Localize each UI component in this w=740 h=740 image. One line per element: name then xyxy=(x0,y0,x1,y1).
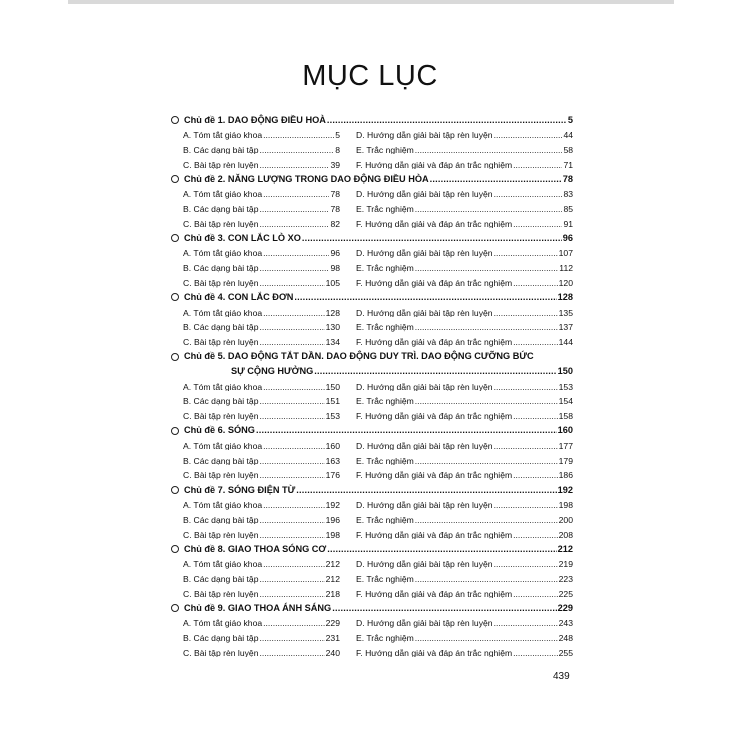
toc-chapter-entry xyxy=(171,110,573,125)
toc-subsection-entry xyxy=(171,279,340,288)
toc-subsection-entry xyxy=(171,412,340,421)
subsection-page-number: 198 xyxy=(325,530,340,540)
chapter-page-number: 128 xyxy=(557,292,573,303)
toc-subsection-entry xyxy=(356,501,573,510)
dot-leader xyxy=(415,205,563,214)
chapter-title-line2: SỰ CỘNG HƯỞNG xyxy=(231,366,314,377)
subsection-label: F. Hướng dẫn giải và đáp án trắc nghiệm xyxy=(356,589,513,599)
subsection-page-number: 137 xyxy=(558,323,573,332)
circle-bullet-icon xyxy=(171,116,179,124)
subsection-label: C. Bài tập rèn luyện xyxy=(183,530,259,540)
subsection-label: B. Các dạng bài tập xyxy=(183,456,259,466)
toc-subsection-entry xyxy=(171,649,340,658)
toc-subsection-entry xyxy=(171,397,340,406)
toc-subsection-entry xyxy=(356,264,573,273)
toc-subsection-row xyxy=(171,436,573,451)
dot-leader xyxy=(513,279,558,288)
toc-subsection-entry xyxy=(171,590,340,599)
subsection-page-number: 134 xyxy=(325,338,340,347)
dot-leader xyxy=(263,442,325,451)
subsection-label: B. Các dạng bài tập xyxy=(183,204,259,214)
toc-subsection-row xyxy=(171,214,573,229)
dot-leader xyxy=(259,412,324,421)
dot-leader xyxy=(513,412,558,421)
toc-subsection-row xyxy=(171,125,573,140)
dot-leader xyxy=(260,516,325,525)
toc-subsection-entry xyxy=(171,471,340,480)
toc-subsection-entry xyxy=(356,279,573,288)
dot-leader xyxy=(513,338,558,347)
subsection-label: B. Các dạng bài tập xyxy=(183,634,259,643)
dot-leader xyxy=(314,367,556,376)
chapter-title: Chủ đề 2. NĂNG LƯỢNG TRONG DAO ĐỘNG ĐIỀU HÒA xyxy=(184,173,429,184)
subsection-page-number: 120 xyxy=(558,278,573,288)
dot-leader xyxy=(513,220,562,229)
dot-leader xyxy=(494,501,558,510)
subsection-page-number: 231 xyxy=(325,634,340,643)
dot-leader xyxy=(263,619,325,628)
dot-leader xyxy=(332,604,556,613)
subsection-page-number: 85 xyxy=(563,204,573,214)
subsection-label: E. Trắc nghiệm xyxy=(356,323,414,332)
toc-subsection-entry xyxy=(356,575,573,584)
subsection-label: A. Tóm tắt giáo khoa xyxy=(183,131,263,140)
dot-leader xyxy=(494,560,558,569)
toc-subsection-entry xyxy=(356,323,573,332)
toc-chapter-entry xyxy=(171,539,573,554)
toc-subsection-entry xyxy=(356,649,573,658)
circle-bullet-icon xyxy=(171,545,179,553)
subsection-label: C. Bài tập rèn luyện xyxy=(183,589,259,599)
toc-subsection-entry xyxy=(171,249,340,258)
chapter-title: Chủ đề 3. CON LẮC LÒ XO xyxy=(184,232,301,243)
chapter-title: Chủ đề 4. CON LẮC ĐƠN xyxy=(184,292,294,303)
dot-leader xyxy=(415,264,559,273)
toc-subsection-entry xyxy=(356,619,573,628)
toc-subsection-row xyxy=(171,376,573,391)
subsection-page-number: 212 xyxy=(325,560,340,569)
dot-leader xyxy=(415,575,558,584)
subsection-page-number: 112 xyxy=(559,264,573,273)
page-title: MỤC LỤC xyxy=(302,60,438,92)
toc-subsection-row xyxy=(171,140,573,155)
dot-leader xyxy=(263,249,329,258)
subsection-label: B. Các dạng bài tập xyxy=(183,397,259,406)
toc-subsection-entry xyxy=(171,338,340,347)
subsection-label: A. Tóm tắt giáo khoa xyxy=(183,382,263,392)
toc-subsection-row xyxy=(171,569,573,584)
chapter-title: Chủ đề 5. DAO ĐỘNG TẮT DẦN. DAO ĐỘNG DUY TRÌ. DAO ĐỘNG CƯỠNG BỨC xyxy=(184,351,534,362)
subsection-label: A. Tóm tắt giáo khoa xyxy=(183,190,263,199)
circle-bullet-icon xyxy=(171,604,179,612)
toc-subsection-entry xyxy=(171,457,340,466)
toc-subsection-entry xyxy=(171,146,340,155)
chapter-page-number: 150 xyxy=(557,366,573,377)
subsection-label: B. Các dạng bài tập xyxy=(183,323,259,332)
dot-leader xyxy=(494,309,558,318)
subsection-label: B. Các dạng bài tập xyxy=(183,515,259,525)
subsection-label: D. Hướng dẫn giải bài tập rèn luyện xyxy=(356,249,493,258)
toc-subsection-entry xyxy=(171,161,340,170)
dot-leader xyxy=(296,486,556,495)
dot-leader xyxy=(259,649,324,658)
dot-leader xyxy=(327,116,567,125)
dot-leader xyxy=(494,190,563,199)
subsection-page-number: 200 xyxy=(558,515,573,525)
toc-subsection-entry xyxy=(171,575,340,584)
subsection-page-number: 223 xyxy=(558,574,573,584)
dot-leader xyxy=(513,531,558,540)
toc-subsection-row xyxy=(171,302,573,317)
toc-subsection-row xyxy=(171,524,573,539)
toc-subsection-entry xyxy=(356,560,573,569)
toc-subsection-entry xyxy=(356,205,573,214)
dot-leader xyxy=(260,457,325,466)
subsection-label: C. Bài tập rèn luyện xyxy=(183,278,259,288)
toc-subsection-entry xyxy=(171,516,340,525)
toc-subsection-entry xyxy=(356,131,573,140)
dot-leader xyxy=(430,175,562,184)
subsection-label: E. Trắc nghiệm xyxy=(356,145,414,155)
subsection-label: F. Hướng dẫn giải và đáp án trắc nghiệm xyxy=(356,471,513,480)
circle-bullet-icon xyxy=(171,427,179,435)
dot-leader xyxy=(415,516,558,525)
chapter-page-number: 96 xyxy=(562,232,573,243)
dot-leader xyxy=(263,383,325,392)
chapter-page-number: 229 xyxy=(557,602,573,613)
dot-leader xyxy=(260,397,325,406)
chapter-title: Chủ đề 8. GIAO THOA SÓNG CƠ xyxy=(184,543,327,554)
toc-subsection-entry xyxy=(171,190,340,199)
toc-subsection-entry xyxy=(356,634,573,643)
subsection-label: B. Các dạng bài tập xyxy=(183,264,259,273)
subsection-page-number: 212 xyxy=(325,574,340,584)
toc-chapter-entry xyxy=(171,288,573,303)
dot-leader xyxy=(259,531,324,540)
subsection-label: B. Các dạng bài tập xyxy=(183,574,259,584)
subsection-label: E. Trắc nghiệm xyxy=(356,204,414,214)
subsection-page-number: 225 xyxy=(558,589,573,599)
subsection-page-number: 91 xyxy=(563,219,573,229)
toc-subsection-row xyxy=(171,450,573,465)
chapter-page-number: 192 xyxy=(557,484,573,495)
dot-leader xyxy=(256,426,557,435)
subsection-page-number: 153 xyxy=(325,412,340,421)
toc-subsection-entry xyxy=(356,249,573,258)
circle-bullet-icon xyxy=(171,234,179,242)
subsection-page-number: 78 xyxy=(330,190,340,199)
subsection-page-number: 5 xyxy=(335,131,340,140)
subsection-page-number: 144 xyxy=(558,338,573,347)
subsection-page-number: 83 xyxy=(563,190,573,199)
dot-leader xyxy=(513,471,558,480)
circle-bullet-icon xyxy=(171,293,179,301)
subsection-label: D. Hướng dẫn giải bài tập rèn luyện xyxy=(356,190,493,199)
toc-subsection-entry xyxy=(356,471,573,480)
subsection-label: A. Tóm tắt giáo khoa xyxy=(183,560,263,569)
chapter-title: Chủ đề 9. GIAO THOA ÁNH SÁNG xyxy=(184,602,332,613)
toc-subsection-entry xyxy=(356,146,573,155)
dot-leader xyxy=(415,397,558,406)
subsection-page-number: 39 xyxy=(330,160,340,170)
subsection-label: D. Hướng dẫn giải bài tập rèn luyện xyxy=(356,382,493,392)
chapter-page-number: 5 xyxy=(567,114,573,125)
dot-leader xyxy=(415,146,563,155)
subsection-label: F. Hướng dẫn giải và đáp án trắc nghiệm xyxy=(356,412,513,421)
toc-subsection-row xyxy=(171,584,573,599)
subsection-label: C. Bài tập rèn luyện xyxy=(183,471,259,480)
dot-leader xyxy=(263,309,325,318)
subsection-label: C. Bài tập rèn luyện xyxy=(183,338,259,347)
dot-leader xyxy=(513,649,558,658)
toc-subsection-entry xyxy=(171,309,340,318)
subsection-page-number: 255 xyxy=(558,648,573,658)
dot-leader xyxy=(263,190,329,199)
dot-leader xyxy=(260,264,330,273)
subsection-label: E. Trắc nghiệm xyxy=(356,397,414,406)
toc-subsection-entry xyxy=(356,516,573,525)
toc-subsection-entry xyxy=(356,590,573,599)
subsection-label: A. Tóm tắt giáo khoa xyxy=(183,441,263,451)
toc-subsection-entry xyxy=(171,220,340,229)
dot-leader xyxy=(494,131,563,140)
toc-chapter-entry xyxy=(171,480,573,495)
toc-subsection-row xyxy=(171,613,573,628)
toc-subsection-row xyxy=(171,199,573,214)
dot-leader xyxy=(415,634,558,643)
toc-subsection-entry xyxy=(356,457,573,466)
subsection-page-number: 248 xyxy=(558,634,573,643)
toc-subsection-entry xyxy=(356,383,573,392)
dot-leader xyxy=(494,383,558,392)
subsection-label: F. Hướng dẫn giải và đáp án trắc nghiệm xyxy=(356,278,513,288)
toc-subsection-entry xyxy=(171,501,340,510)
subsection-label: F. Hướng dẫn giải và đáp án trắc nghiệm xyxy=(356,530,513,540)
table-of-contents xyxy=(171,110,573,657)
dot-leader xyxy=(415,323,558,332)
toc-chapter-entry xyxy=(171,347,573,362)
toc-subsection-entry xyxy=(356,442,573,451)
subsection-page-number: 196 xyxy=(325,515,340,525)
subsection-page-number: 218 xyxy=(325,589,340,599)
toc-subsection-entry xyxy=(356,161,573,170)
dot-leader xyxy=(327,545,556,554)
dot-leader xyxy=(259,338,324,347)
subsection-page-number: 130 xyxy=(325,323,340,332)
subsection-page-number: 229 xyxy=(325,619,340,628)
subsection-page-number: 208 xyxy=(558,530,573,540)
subsection-label: C. Bài tập rèn luyện xyxy=(183,160,259,170)
toc-subsection-row xyxy=(171,332,573,347)
toc-subsection-entry xyxy=(171,531,340,540)
subsection-label: D. Hướng dẫn giải bài tập rèn luyện xyxy=(356,131,493,140)
subsection-page-number: 154 xyxy=(558,397,573,406)
toc-subsection-row xyxy=(171,154,573,169)
subsection-label: D. Hướng dẫn giải bài tập rèn luyện xyxy=(356,560,493,569)
toc-subsection-row xyxy=(171,465,573,480)
subsection-page-number: 150 xyxy=(325,382,340,392)
subsection-label: A. Tóm tắt giáo khoa xyxy=(183,308,263,318)
subsection-page-number: 105 xyxy=(325,278,340,288)
dot-leader xyxy=(259,161,329,170)
dot-leader xyxy=(294,293,556,302)
subsection-page-number: 163 xyxy=(325,456,340,466)
toc-subsection-entry xyxy=(356,338,573,347)
dot-leader xyxy=(259,279,324,288)
subsection-page-number: 151 xyxy=(325,397,340,406)
subsection-label: B. Các dạng bài tập xyxy=(183,145,259,155)
subsection-page-number: 44 xyxy=(563,131,573,140)
toc-subsection-row xyxy=(171,554,573,569)
subsection-page-number: 240 xyxy=(325,648,340,658)
toc-subsection-row xyxy=(171,273,573,288)
subsection-page-number: 158 xyxy=(558,412,573,421)
circle-bullet-icon xyxy=(171,486,179,494)
subsection-page-number: 78 xyxy=(330,204,340,214)
subsection-label: D. Hướng dẫn giải bài tập rèn luyện xyxy=(356,619,493,628)
toc-chapter-entry xyxy=(171,169,573,184)
top-divider xyxy=(68,0,674,4)
toc-subsection-row xyxy=(171,406,573,421)
dot-leader xyxy=(513,161,562,170)
toc-subsection-row xyxy=(171,628,573,643)
subsection-label: E. Trắc nghiệm xyxy=(356,634,414,643)
dot-leader xyxy=(260,205,330,214)
subsection-page-number: 82 xyxy=(330,219,340,229)
dot-leader xyxy=(494,619,558,628)
circle-bullet-icon xyxy=(171,353,179,361)
subsection-label: C. Bài tập rèn luyện xyxy=(183,412,259,421)
subsection-page-number: 179 xyxy=(558,456,573,466)
dot-leader xyxy=(302,234,562,243)
toc-subsection-entry xyxy=(171,264,340,273)
chapter-title: Chủ đề 1. DAO ĐỘNG ĐIỀU HOÀ xyxy=(184,114,326,125)
toc-subsection-entry xyxy=(171,634,340,643)
toc-subsection-row xyxy=(171,243,573,258)
subsection-label: F. Hướng dẫn giải và đáp án trắc nghiệm xyxy=(356,219,513,229)
dot-leader xyxy=(260,323,325,332)
dot-leader xyxy=(415,457,558,466)
toc-subsection-entry xyxy=(171,131,340,140)
dot-leader xyxy=(263,501,325,510)
subsection-label: F. Hướng dẫn giải và đáp án trắc nghiệm xyxy=(356,648,513,658)
subsection-label: C. Bài tập rèn luyện xyxy=(183,219,259,229)
subsection-label: F. Hướng dẫn giải và đáp án trắc nghiệm xyxy=(356,160,513,170)
subsection-page-number: 71 xyxy=(563,160,573,170)
subsection-page-number: 198 xyxy=(558,500,573,510)
dot-leader xyxy=(263,560,325,569)
toc-chapter-entry xyxy=(171,598,573,613)
toc-subsection-row xyxy=(171,317,573,332)
subsection-label: E. Trắc nghiệm xyxy=(356,515,414,525)
subsection-label: A. Tóm tắt giáo khoa xyxy=(183,249,263,258)
subsection-page-number: 160 xyxy=(325,441,340,451)
chapter-page-number: 78 xyxy=(562,173,573,184)
subsection-label: F. Hướng dẫn giải và đáp án trắc nghiệm xyxy=(356,338,513,347)
toc-subsection-entry xyxy=(171,383,340,392)
dot-leader xyxy=(259,590,324,599)
dot-leader xyxy=(259,220,329,229)
toc-chapter-entry xyxy=(171,421,573,436)
subsection-label: E. Trắc nghiệm xyxy=(356,456,414,466)
circle-bullet-icon xyxy=(171,175,179,183)
toc-subsection-entry xyxy=(171,560,340,569)
toc-subsection-entry xyxy=(356,190,573,199)
toc-subsection-entry xyxy=(171,323,340,332)
toc-subsection-row xyxy=(171,258,573,273)
dot-leader xyxy=(513,590,558,599)
subsection-page-number: 176 xyxy=(325,471,340,480)
subsection-label: D. Hướng dẫn giải bài tập rèn luyện xyxy=(356,441,493,451)
subsection-page-number: 243 xyxy=(558,619,573,628)
toc-subsection-entry xyxy=(171,442,340,451)
dot-leader xyxy=(494,249,558,258)
dot-leader xyxy=(260,146,335,155)
dot-leader xyxy=(259,471,324,480)
subsection-page-number: 219 xyxy=(558,560,573,569)
subsection-page-number: 8 xyxy=(335,145,340,155)
toc-chapter-entry-continued xyxy=(171,362,573,377)
chapter-title: Chủ đề 6. SÓNG xyxy=(184,425,255,436)
toc-chapter-entry xyxy=(171,228,573,243)
subsection-label: D. Hướng dẫn giải bài tập rèn luyện xyxy=(356,308,493,318)
toc-subsection-entry xyxy=(171,205,340,214)
dot-leader xyxy=(263,131,334,140)
dot-leader xyxy=(260,575,325,584)
subsection-page-number: 128 xyxy=(325,308,340,318)
subsection-page-number: 107 xyxy=(558,249,573,258)
subsection-label: C. Bài tập rèn luyện xyxy=(183,648,259,658)
toc-subsection-row xyxy=(171,510,573,525)
subsection-label: E. Trắc nghiệm xyxy=(356,264,414,273)
toc-subsection-entry xyxy=(356,309,573,318)
subsection-label: E. Trắc nghiệm xyxy=(356,574,414,584)
page-number: 439 xyxy=(553,671,570,682)
subsection-page-number: 58 xyxy=(563,145,573,155)
chapter-title: Chủ đề 7. SÓNG ĐIỆN TỪ xyxy=(184,484,296,495)
toc-subsection-row xyxy=(171,643,573,658)
subsection-page-number: 177 xyxy=(558,441,573,451)
dot-leader xyxy=(494,442,558,451)
toc-subsection-entry xyxy=(171,619,340,628)
subsection-page-number: 153 xyxy=(558,382,573,392)
subsection-label: A. Tóm tắt giáo khoa xyxy=(183,500,263,510)
subsection-page-number: 96 xyxy=(330,249,340,258)
subsection-page-number: 98 xyxy=(330,264,340,273)
toc-subsection-row xyxy=(171,184,573,199)
subsection-page-number: 135 xyxy=(558,308,573,318)
toc-subsection-row xyxy=(171,495,573,510)
toc-subsection-entry xyxy=(356,412,573,421)
subsection-page-number: 192 xyxy=(325,500,340,510)
subsection-page-number: 186 xyxy=(558,471,573,480)
toc-subsection-row xyxy=(171,391,573,406)
subsection-label: A. Tóm tắt giáo khoa xyxy=(183,619,263,628)
chapter-page-number: 212 xyxy=(557,543,573,554)
toc-subsection-entry xyxy=(356,397,573,406)
chapter-page-number: 160 xyxy=(557,425,573,436)
toc-subsection-entry xyxy=(356,220,573,229)
toc-subsection-entry xyxy=(356,531,573,540)
subsection-label: D. Hướng dẫn giải bài tập rèn luyện xyxy=(356,500,493,510)
dot-leader xyxy=(260,634,325,643)
